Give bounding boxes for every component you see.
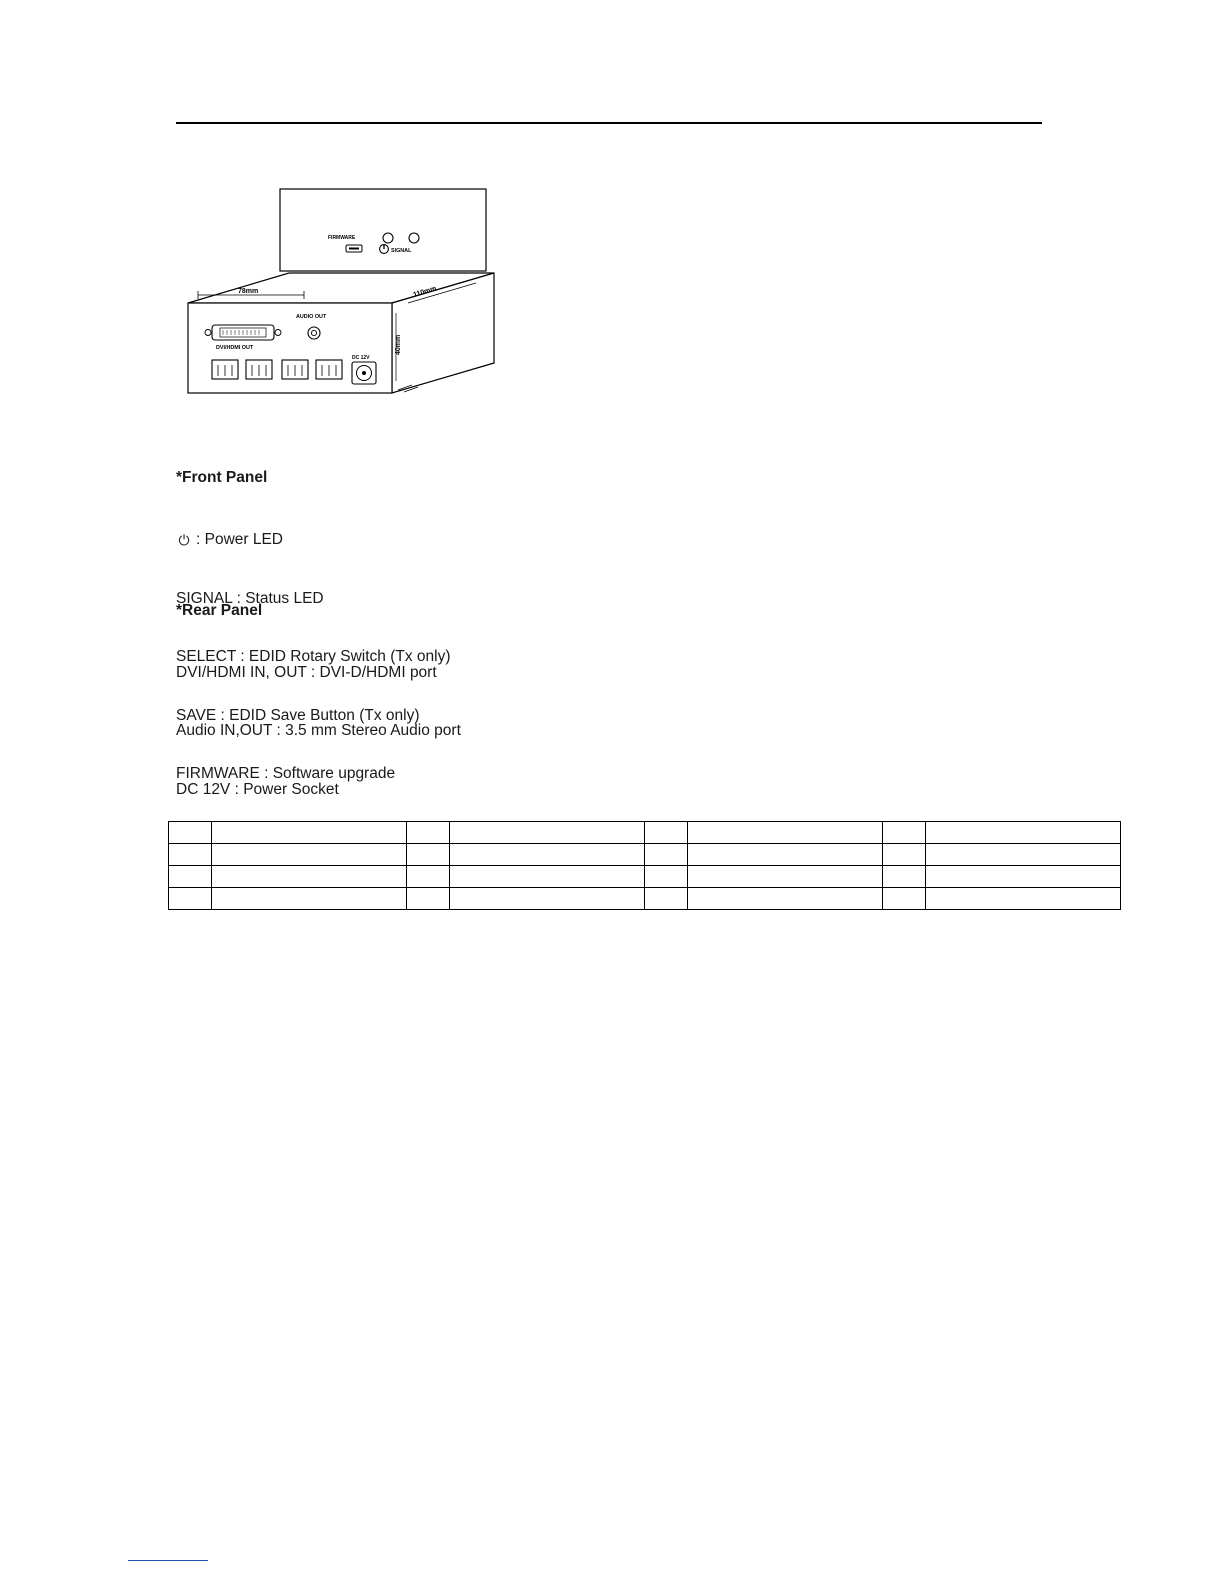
- table-cell: [407, 844, 450, 866]
- table-cell: [688, 866, 883, 888]
- front-panel-title: *Front Panel: [176, 469, 268, 486]
- table-cell: [645, 888, 688, 910]
- table-cell: [883, 866, 926, 888]
- table-cell: [450, 844, 645, 866]
- rear-panel-line-2-row: DC 12V : Power Socket: [176, 780, 339, 798]
- table-cell: [169, 888, 212, 910]
- svg-text:DC 12V: DC 12V: [352, 355, 370, 361]
- table-cell: [450, 866, 645, 888]
- table-cell: [450, 822, 645, 844]
- rear-panel-legend: [176, 562, 461, 838]
- table-cell: [212, 822, 407, 844]
- svg-text:40mm: 40mm: [395, 334, 402, 355]
- table-cell: [212, 866, 407, 888]
- table-cell: [645, 822, 688, 844]
- table-cell: [926, 866, 1121, 888]
- svg-text:FIRMWARE: FIRMWARE: [328, 235, 356, 241]
- table-cell: [883, 888, 926, 910]
- table-cell: [645, 844, 688, 866]
- rear-panel-title: *Rear Panel: [176, 602, 263, 619]
- svg-text:AUDIO OUT: AUDIO OUT: [296, 314, 327, 320]
- svg-text:DVI/HDMI OUT: DVI/HDMI OUT: [216, 345, 254, 351]
- table-row: [169, 844, 1121, 866]
- front-panel-line-1-row: SIGNAL : Status LED: [176, 589, 324, 607]
- svg-text:SIGNAL: SIGNAL: [391, 248, 412, 254]
- table-cell: [926, 888, 1121, 910]
- table-cell: [926, 844, 1121, 866]
- table-cell: [688, 844, 883, 866]
- table-cell: [688, 822, 883, 844]
- svg-text:110mm: 110mm: [412, 285, 438, 299]
- front-panel-power-led-line: [176, 530, 450, 550]
- table-cell: [169, 844, 212, 866]
- table-row: [169, 866, 1121, 888]
- device-illustration: [176, 185, 496, 405]
- header-divider: [176, 122, 1042, 124]
- table-cell: [169, 866, 212, 888]
- table-cell: [926, 822, 1121, 844]
- spec-table: [168, 821, 1121, 910]
- power-icon: ⏻: [178, 531, 190, 548]
- table-cell: [407, 822, 450, 844]
- footer-link[interactable]: [128, 1548, 208, 1562]
- table-cell: [450, 888, 645, 910]
- front-panel-line-4-row: FIRMWARE : Software upgrade: [176, 765, 396, 782]
- rear-panel-line-0-row: DVI/HDMI IN, OUT : DVI-D/HDMI port: [176, 663, 437, 681]
- table-row: [169, 888, 1121, 910]
- table-cell: [883, 844, 926, 866]
- table-row: [169, 822, 1121, 844]
- front-panel-line-2-row: SELECT : EDID Rotary Switch (Tx only): [176, 648, 451, 665]
- svg-text:78mm: 78mm: [238, 288, 259, 295]
- table-cell: [407, 888, 450, 910]
- front-panel-line-0: : Power LED: [196, 530, 284, 548]
- rear-panel-line-1-row: Audio IN,OUT : 3.5 mm Stereo Audio port: [176, 722, 461, 739]
- table-cell: [883, 822, 926, 844]
- table-cell: [645, 866, 688, 888]
- table-cell: [407, 866, 450, 888]
- table-cell: [212, 844, 407, 866]
- table-cell: [688, 888, 883, 910]
- front-panel-line-3-row: SAVE : EDID Save Button (Tx only): [176, 706, 420, 724]
- table-cell: [169, 822, 212, 844]
- table-cell: [212, 888, 407, 910]
